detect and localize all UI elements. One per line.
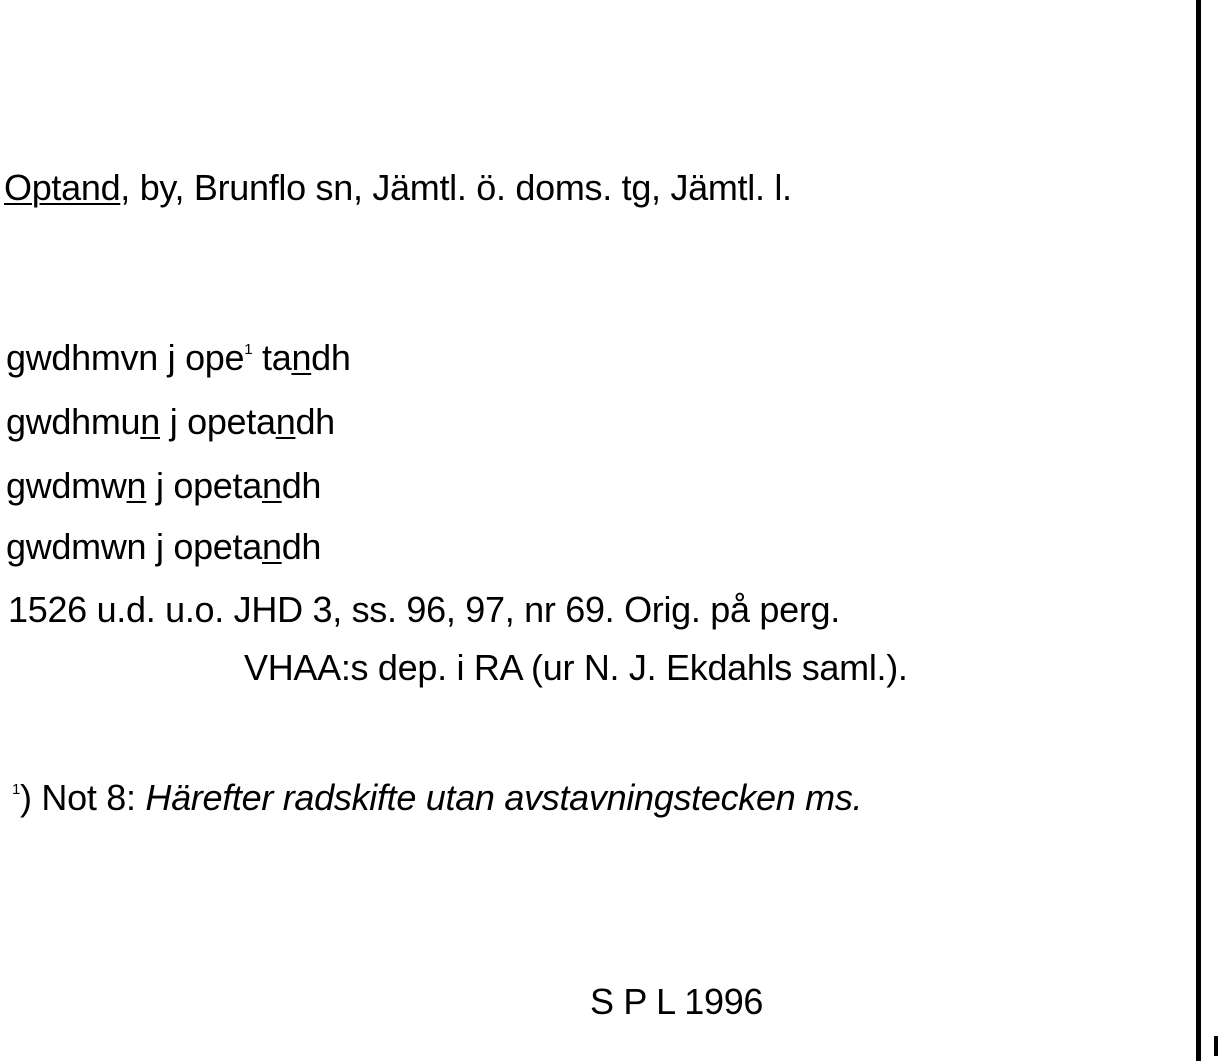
footnote-ref: 1 [244, 341, 253, 358]
footnote: $^1$) Not 8: Härefter radskifte utan avstavningstecken ms. [12, 777, 863, 818]
header-line [4, 168, 792, 208]
place-description: , by, Brunflo sn, Jämtl. ö. doms. tg, Jämtl. l. [120, 167, 792, 208]
source-line-1: 1526 u.d. u.o. JHD 3, ss. 96, 97, nr 69. Orig. på perg. [8, 589, 840, 630]
form-line-4: gwdmwn j opetandh [6, 526, 322, 567]
form-line-3: gwdmwn j opetandh [6, 465, 322, 506]
footer-stamp: S P L 1996 [590, 981, 764, 1022]
scan-border-line [1196, 0, 1201, 1061]
footnote-marker: 1 [12, 781, 21, 798]
source-line-2: VHAA:s dep. i RA (ur N. J. Ekdahls saml.). [244, 647, 908, 688]
form-line-1: gwdhmvn j ope$^1$ tandh [6, 337, 351, 378]
place-name: Optand [4, 167, 121, 208]
footnote-text: Härefter radskifte utan avstavningstecken ms. [145, 777, 863, 818]
form-line-2: gwdhmun j opetandh [6, 401, 335, 442]
scan-border-mark [1214, 1036, 1218, 1056]
